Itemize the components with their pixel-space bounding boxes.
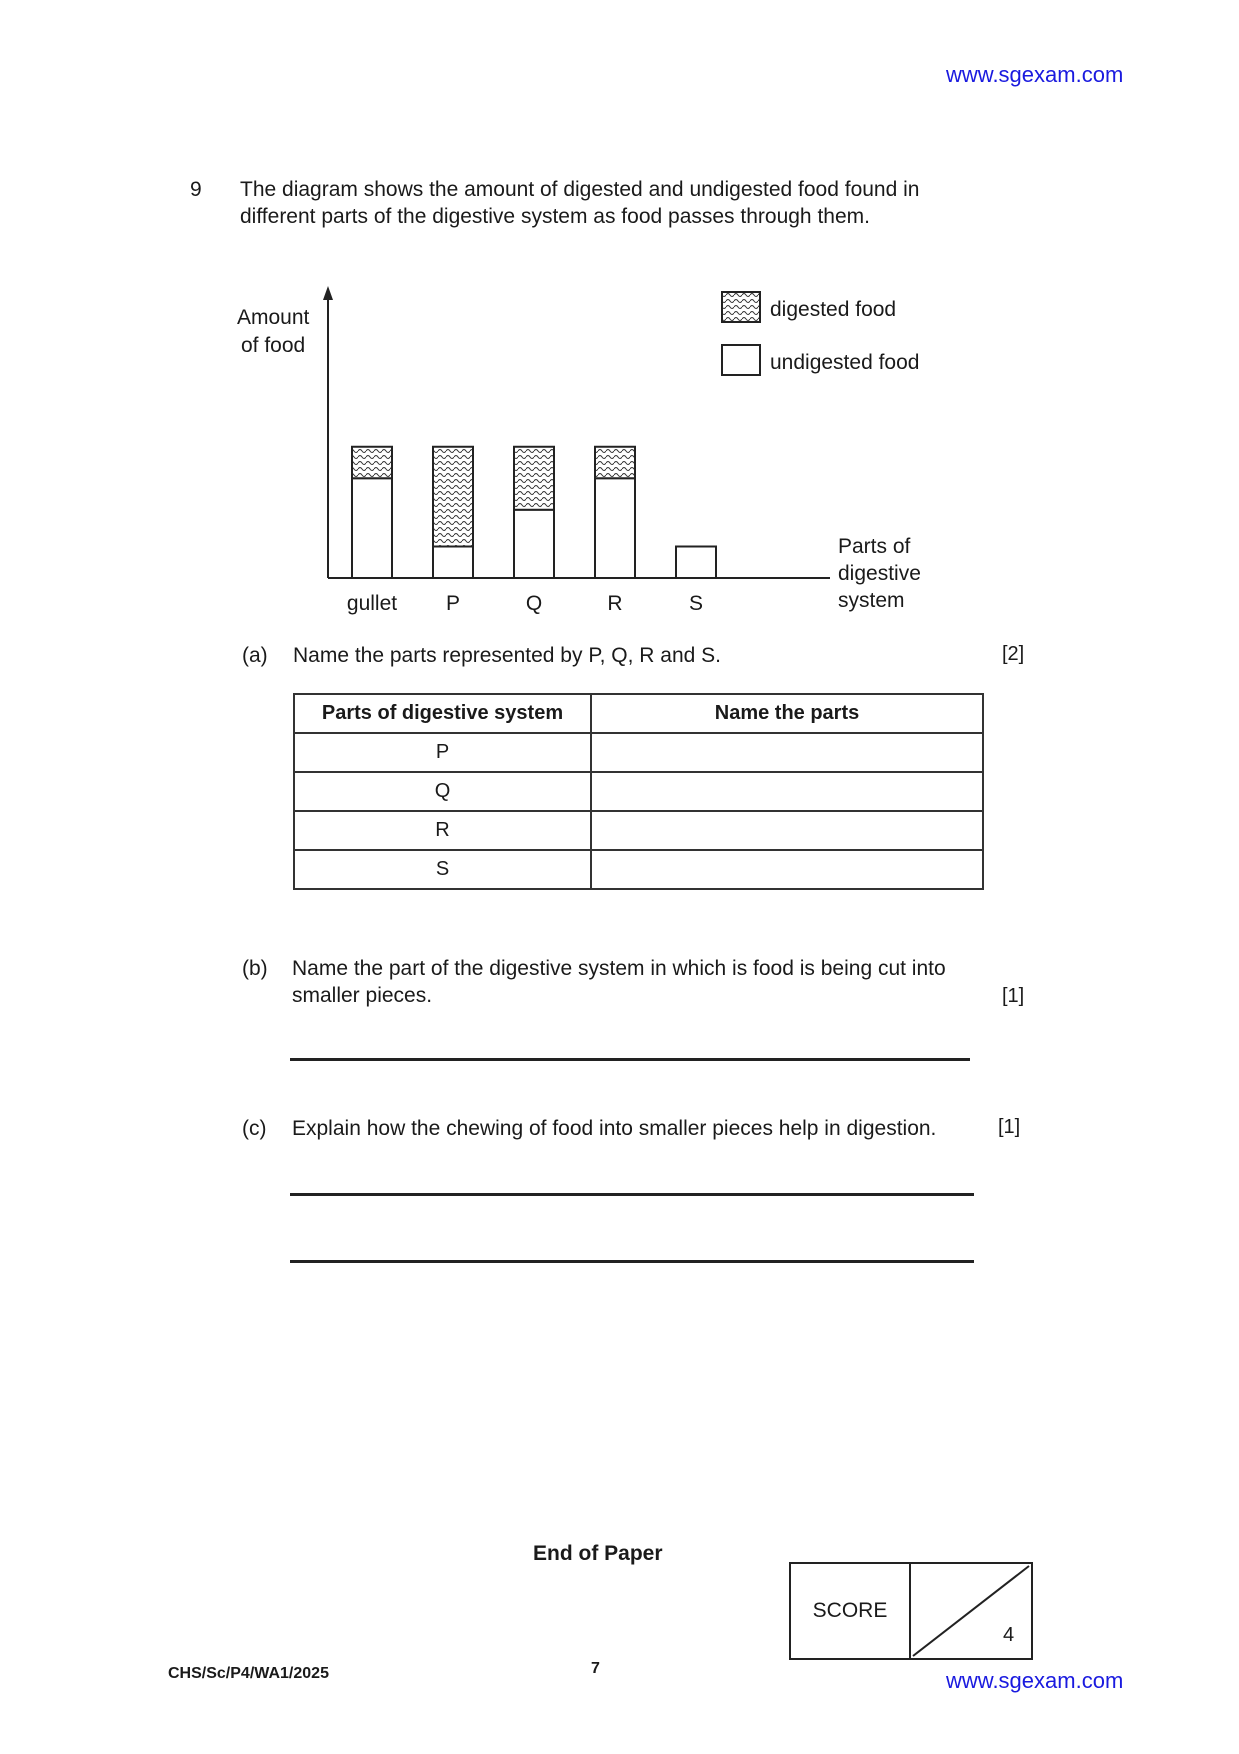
table-row — [294, 811, 983, 850]
bar-undigested — [595, 478, 635, 578]
x-tick-label: gullet — [346, 592, 398, 615]
bar-digested — [514, 447, 554, 510]
answer-line-b[interactable] — [290, 1058, 970, 1061]
part-a-marks: [2] — [1002, 643, 1025, 665]
y-axis-label: of food — [241, 334, 306, 357]
part-a-label: (a) — [242, 644, 268, 667]
question-text-line1: The diagram shows the amount of digested and undigested food found in — [240, 178, 920, 201]
x-tick-label: Q — [525, 592, 543, 615]
legend-label-digested: digested food — [770, 298, 897, 321]
answer-table — [293, 693, 984, 890]
bar-digested — [433, 447, 473, 547]
table-header-row — [294, 694, 983, 733]
answer-cell[interactable] — [591, 772, 983, 811]
table-header-names: Name the parts — [591, 694, 983, 733]
bar-undigested — [433, 547, 473, 579]
table-cell-part: S — [294, 850, 591, 889]
table-cell-part: Q — [294, 772, 591, 811]
question-number: 9 — [190, 178, 202, 201]
question-text-line2: different parts of the digestive system as food passes through them. — [240, 205, 870, 228]
paper-code: CHS/Sc/P4/WA1/2025 — [168, 1665, 329, 1682]
part-c-label: (c) — [242, 1117, 267, 1140]
answer-cell[interactable] — [591, 733, 983, 772]
bar-undigested — [352, 478, 392, 578]
table-header-parts: Parts of digestive system — [294, 694, 591, 733]
score-box — [789, 1562, 1033, 1660]
part-b-marks: [1] — [1002, 985, 1025, 1007]
x-tick-label: R — [607, 592, 623, 615]
x-axis-label: digestive — [838, 562, 921, 585]
bar-undigested — [676, 547, 716, 579]
footer-url: www.sgexam.com — [946, 1668, 1124, 1693]
table-cell-part: R — [294, 811, 591, 850]
score-total: 4 — [1003, 1624, 1015, 1646]
part-b-label: (b) — [242, 957, 268, 980]
end-of-paper: End of Paper — [533, 1542, 663, 1565]
y-axis-arrow — [323, 286, 333, 300]
x-tick-label: P — [445, 592, 461, 615]
x-tick-label: S — [688, 592, 704, 615]
y-axis-label: Amount — [237, 306, 310, 329]
legend-swatch-undigested — [722, 345, 760, 375]
answer-line-c1[interactable] — [290, 1193, 974, 1196]
x-axis-label: Parts of — [838, 535, 911, 558]
bar-digested — [352, 447, 392, 479]
table-row — [294, 772, 983, 811]
part-c-text: Explain how the chewing of food into smaller pieces help in digestion. — [292, 1117, 937, 1140]
header-url: www.sgexam.com — [946, 62, 1124, 87]
x-axis-label: system — [838, 589, 905, 612]
score-label: SCORE — [791, 1564, 911, 1658]
table-cell-part: P — [294, 733, 591, 772]
part-c-marks: [1] — [998, 1116, 1021, 1138]
answer-cell[interactable] — [591, 811, 983, 850]
answer-line-c2[interactable] — [290, 1260, 974, 1263]
stacked-bar-chart — [230, 280, 950, 630]
bar-digested — [595, 447, 635, 479]
page-number: 7 — [591, 1660, 600, 1677]
part-b-text-line2: smaller pieces. — [292, 984, 433, 1007]
part-b-text-line1: Name the part of the digestive system in which is food is being cut into — [292, 957, 946, 980]
table-row — [294, 733, 983, 772]
bar-undigested — [514, 510, 554, 578]
table-row — [294, 850, 983, 889]
part-a-text: Name the parts represented by P, Q, R and S. — [293, 644, 722, 667]
legend-swatch-digested — [722, 292, 760, 322]
answer-cell[interactable] — [591, 850, 983, 889]
legend-label-undigested: undigested food — [770, 351, 920, 374]
